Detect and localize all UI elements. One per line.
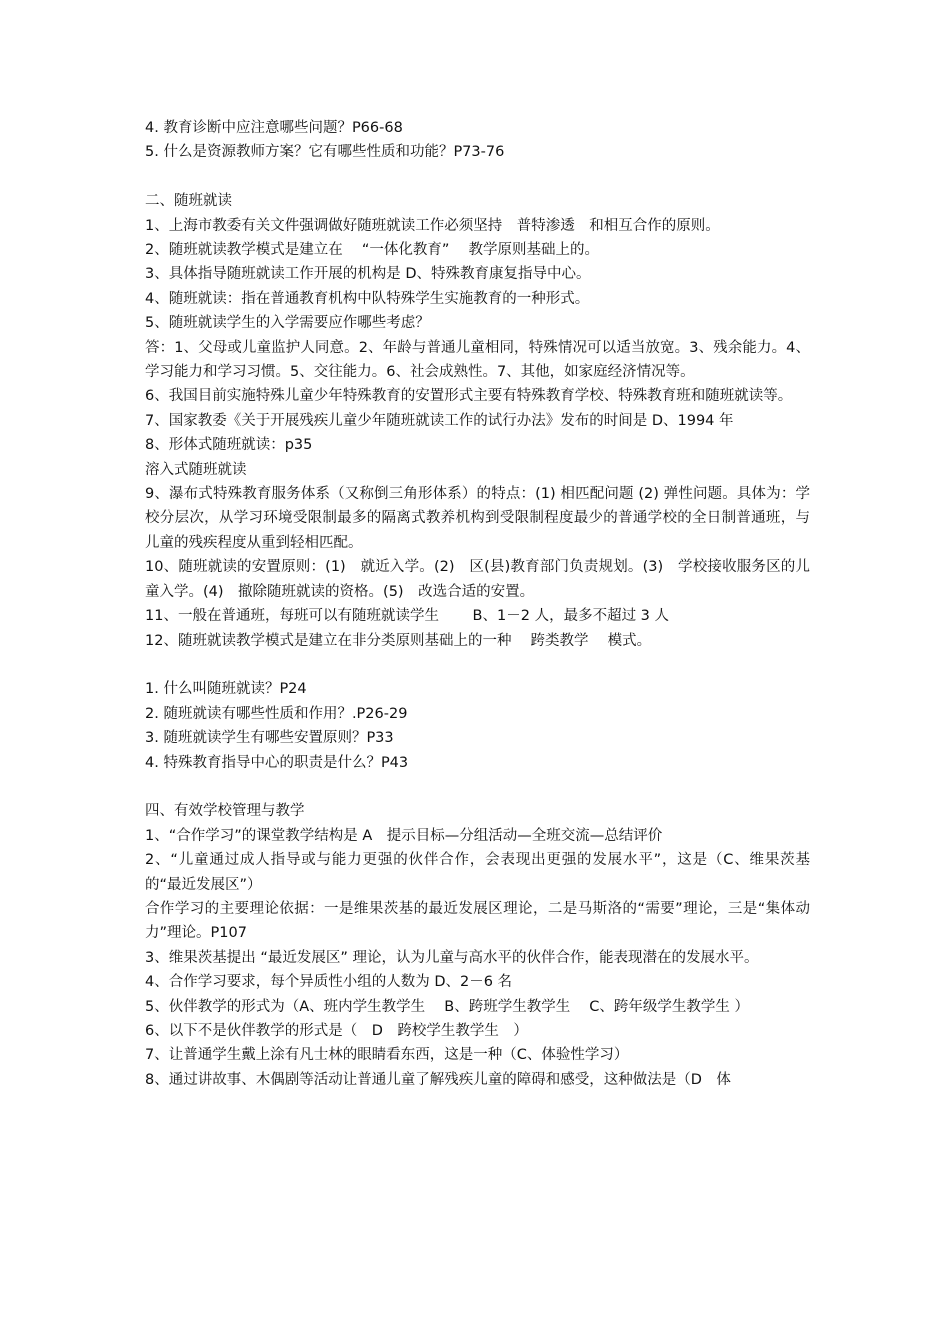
text-line: 2、随班就读教学模式是建立在 “一体化教育” 教学原则基础上的。	[145, 242, 599, 259]
section-heading: 四、有效学校管理与教学	[145, 803, 305, 820]
text-paragraph: 合作学习的主要理论依据：一是维果茨基的最近发展区理论，二是马斯洛的“需要”理论，三是“集体动力”理论。P107	[145, 900, 810, 942]
text-line: 2. 随班就读有哪些性质和作用？.P26-29	[145, 705, 408, 722]
text-line: 11、一般在普通班，每班可以有随班就读学生 B、1－2 人，最多不超过 3 人	[145, 608, 670, 625]
text-line: 溶入式随班就读	[145, 461, 247, 478]
text-line: 8、形体式随班就读：p35	[145, 437, 313, 454]
text-paragraph: 答：1、父母或儿童监护人同意。2、年龄与普通儿童相同，特殊情况可以适当放宽。3、残余能力。4、学习能力和学习习惯。5、交往能力。6、社会成熟性。7、其他，如家庭经济情况等。	[145, 339, 810, 381]
text-line: 1. 什么叫随班就读？P24	[145, 681, 307, 698]
text-paragraph: 9、瀑布式特殊教育服务体系（又称倒三角形体系）的特点：(1) 相匹配问题 (2) 弹性问题。具体为：学校分层次，从学习环境受限制最多的隔离式教养机构到受限制程度最少的普通学校的全日制普通班，与儿童的残疾程度从重到轻相匹配。	[145, 486, 810, 551]
text-line: 5、随班就读学生的入学需要应作哪些考虑？	[145, 315, 430, 332]
blank-line	[145, 653, 810, 677]
text-line: 3、具体指导随班就读工作开展的机构是 D、特殊教育康复指导中心。	[145, 266, 591, 283]
text-paragraph: 3、维果茨基提出 “最近发展区” 理论，认为儿童与高水平的伙伴合作，能表现潜在的发展水平。	[145, 949, 759, 966]
text-line: 4、合作学习要求，每个异质性小组的人数为 D、2－6 名	[145, 974, 513, 991]
text-paragraph: 2、“儿童通过成人指导或与能力更强的伙伴合作，会表现出更强的发展水平”，这是（C、维果茨基的“最近发展区”）	[145, 852, 810, 893]
text-line: 4、随班就读：指在普通教育机构中队特殊学生实施教育的一种形式。	[145, 290, 590, 307]
blank-line	[145, 165, 810, 189]
text-paragraph: 10、随班就读的安置原则：(1) 就近入学。(2) 区(县)教育部门负责规划。(3) 学校接收服务区的儿童入学。(4) 撤除随班就读的资格。(5) 改选合适的安置。	[145, 559, 810, 600]
text-line: 3. 随班就读学生有哪些安置原则？P33	[145, 730, 394, 747]
text-line: 4. 教育诊断中应注意哪些问题？P66-68	[145, 120, 403, 136]
text-line: 5. 什么是资源教师方案？它有哪些性质和功能？P73-76	[145, 144, 505, 161]
text-line: 12、随班就读教学模式是建立在非分类原则基础上的一种 跨类教学 模式。	[145, 632, 652, 649]
text-line: 8、通过讲故事、木偶剧等活动让普通儿童了解残疾儿童的障碍和感受，这种做法是（D 体	[145, 1071, 731, 1088]
text-line: 7、国家教委《关于开展残疾儿童少年随班就读工作的试行办法》发布的时间是 D、1994 年	[145, 412, 734, 429]
text-line: 1、“合作学习”的课堂教学结构是 A 提示目标—分组活动—全班交流—总结评价	[145, 827, 663, 844]
text-paragraph: 6、我国目前实施特殊儿童少年特殊教育的安置形式主要有特殊教育学校、特殊教育班和随班就读等。	[145, 388, 793, 405]
text-paragraph: 5、伙伴教学的形式为（A、班内学生教学生 B、跨班学生教学生 C、跨年级学生教学生 ）	[145, 998, 750, 1015]
blank-line	[145, 775, 810, 799]
text-line: 4. 特殊教育指导中心的职责是什么？P43	[145, 754, 409, 771]
section-heading: 二、随班就读	[145, 193, 232, 210]
text-line: 1、上海市教委有关文件强调做好随班就读工作必须坚持 普特渗透 和相互合作的原则。	[145, 217, 720, 234]
text-line: 6、以下不是伙伴教学的形式是（ D 跨校学生教学生 ）	[145, 1022, 528, 1039]
text-line: 7、让普通学生戴上涂有凡士林的眼睛看东西，这是一种（C、体验性学习）	[145, 1047, 629, 1064]
document-page	[145, 116, 810, 1092]
